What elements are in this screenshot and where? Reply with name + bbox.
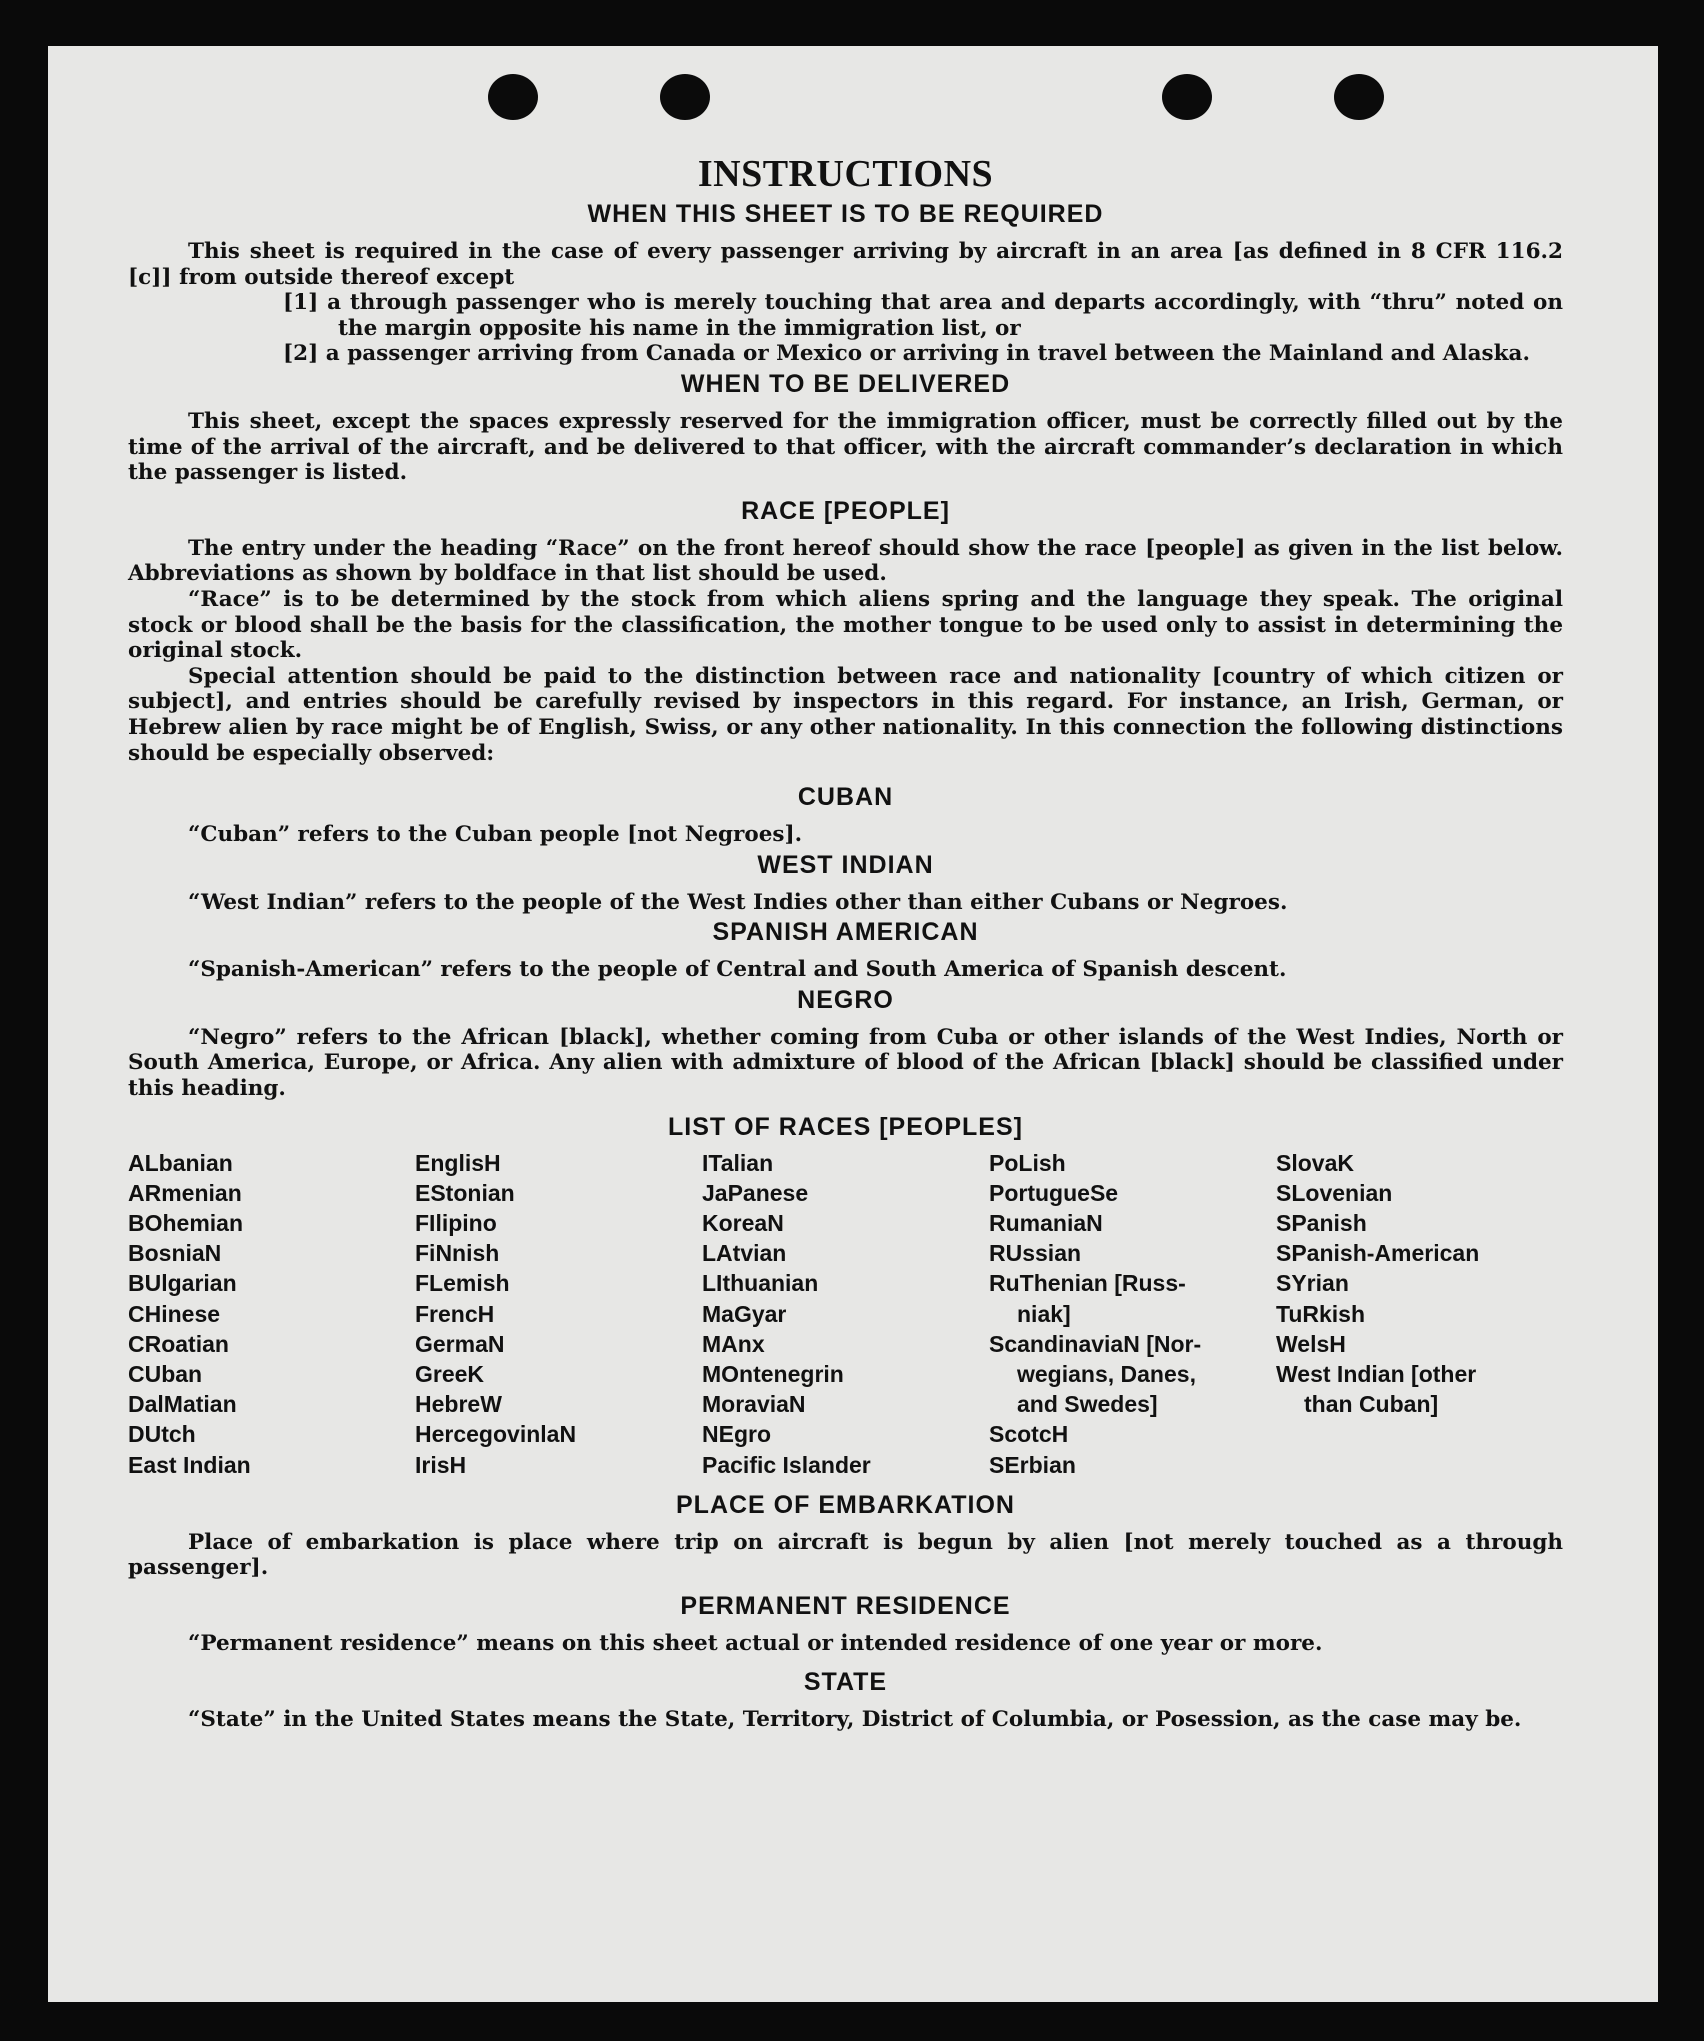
race-entry: SPanish bbox=[1276, 1210, 1367, 1237]
page-title: INSTRUCTIONS bbox=[697, 153, 994, 195]
section-heading-west-indian: WEST INDIAN bbox=[757, 850, 934, 879]
spanish-american-text: “Spanish-American” refers to the people of Central and South America of Spanish descent. bbox=[188, 957, 1287, 983]
race-entry: PortugueSe bbox=[989, 1179, 1119, 1206]
section-heading-negro: NEGRO bbox=[797, 985, 894, 1014]
race-entry: PoLish bbox=[989, 1149, 1066, 1176]
races-column-3 bbox=[702, 1148, 989, 1480]
section-heading-spanish-american: SPANISH AMERICAN bbox=[712, 918, 979, 947]
race-entry: BosniaN bbox=[128, 1240, 222, 1267]
races-column-5 bbox=[1276, 1148, 1563, 1480]
section-heading-cuban: CUBAN bbox=[797, 783, 894, 812]
race-entry: TuRkish bbox=[1276, 1300, 1366, 1327]
punch-hole bbox=[1162, 74, 1212, 120]
residence-text: “Permanent residence” means on this sheet actual or intended residence of one year or more. bbox=[188, 1631, 1323, 1657]
race-entry: FLemish bbox=[415, 1270, 510, 1297]
race-paragraph-2: “Race” is to be determined by the stock from which aliens spring and the language they speak. The original stock or blood shall be the basis for the classification, the mother tongue to be used only to assist in determining the original stock. bbox=[128, 586, 1563, 664]
race-entry: WelsH bbox=[1276, 1330, 1346, 1357]
race-entry: BOhemian bbox=[128, 1210, 244, 1237]
required-exception-2: [2] a passenger arriving from Canada or Mexico or arriving in travel between the Mainland and Alaska. bbox=[283, 341, 1530, 367]
embarkation-text: Place of embarkation is place where trip on aircraft is begun by alien [not merely touched as a through passenger]. bbox=[128, 1529, 1563, 1581]
required-exception-1: [1] a through passenger who is merely touching that area and departs accordingly, with “thru” noted on the margin opposite his name in the immigration list, or bbox=[283, 290, 1563, 341]
race-entry: LIthuanian bbox=[702, 1270, 819, 1297]
race-entry: SErbian bbox=[989, 1451, 1076, 1478]
race-entry: ScandinaviaN [Nor- wegians, Danes, and Swedes] bbox=[989, 1330, 1202, 1418]
race-entry: KoreaN bbox=[702, 1210, 784, 1237]
required-intro: This sheet is required in the case of every passenger arriving by aircraft in an area [as defined in 8 CFR 116.2 [c]] from outside thereof except bbox=[128, 239, 1563, 290]
race-entry: RumaniaN bbox=[989, 1210, 1103, 1237]
race-entry: MAnx bbox=[702, 1330, 765, 1357]
race-entry: SPanish-American bbox=[1276, 1240, 1480, 1267]
race-entry: CRoatian bbox=[128, 1330, 229, 1357]
negro-text: “Negro” refers to the African [black], whether coming from Cuba or other islands of the West Indies, North or South America, Europe, or Africa. Any alien with admixture of blood of the African [black] should be classified under this heading. bbox=[128, 1024, 1563, 1102]
race-entry: SYrian bbox=[1276, 1270, 1349, 1297]
section-heading-residence: PERMANENT RESIDENCE bbox=[680, 1592, 1011, 1621]
instructions-content bbox=[128, 151, 1563, 1732]
section-heading-list-of-races: LIST OF RACES [PEOPLES] bbox=[668, 1112, 1023, 1141]
race-entry: MaGyar bbox=[702, 1300, 787, 1327]
race-entry: GermaN bbox=[415, 1330, 505, 1357]
races-column-1 bbox=[128, 1148, 415, 1480]
race-entry: West Indian [other than Cuban] bbox=[1276, 1361, 1477, 1418]
race-entry: LAtvian bbox=[702, 1240, 787, 1267]
cuban-text: “Cuban” refers to the Cuban people [not Negroes]. bbox=[188, 822, 803, 848]
punch-hole bbox=[1334, 74, 1384, 120]
races-column-4 bbox=[989, 1148, 1276, 1480]
race-paragraph-1: The entry under the heading “Race” on the front hereof should show the race [people] as given in the list below. Abbreviations as shown by boldface in that list should be used. bbox=[128, 535, 1563, 587]
race-entry: DUtch bbox=[128, 1421, 196, 1448]
section-heading-embarkation: PLACE OF EMBARKATION bbox=[676, 1490, 1015, 1519]
section-heading-race: RACE [PEOPLE] bbox=[741, 496, 950, 525]
race-entry: SLovenian bbox=[1276, 1179, 1393, 1206]
race-entry: RuThenian [Russ- niak] bbox=[989, 1270, 1186, 1327]
race-entry: NEgro bbox=[702, 1421, 771, 1448]
race-entry: JaPanese bbox=[702, 1179, 809, 1206]
race-entry: IrisH bbox=[415, 1451, 467, 1478]
section-heading-required: WHEN THIS SHEET IS TO BE REQUIRED bbox=[587, 200, 1104, 228]
race-entry: HercegovinlaN bbox=[415, 1421, 577, 1448]
race-entry: East Indian bbox=[128, 1451, 251, 1478]
section-heading-delivered: WHEN TO BE DELIVERED bbox=[680, 369, 1011, 398]
race-entry: FrencH bbox=[415, 1300, 495, 1327]
race-entry: ITalian bbox=[702, 1149, 774, 1176]
race-entry: MoraviaN bbox=[702, 1391, 806, 1418]
race-entry: RUssian bbox=[989, 1240, 1082, 1267]
race-entry: Pacific Islander bbox=[702, 1451, 871, 1478]
race-entry: BUlgarian bbox=[128, 1270, 237, 1297]
race-entry: MOntenegrin bbox=[702, 1361, 844, 1388]
section-heading-state: STATE bbox=[803, 1667, 888, 1696]
race-entry: DalMatian bbox=[128, 1391, 237, 1418]
west-indian-text: “West Indian” refers to the people of the West Indies other than either Cubans or Negroes. bbox=[188, 889, 1288, 915]
race-entry: EStonian bbox=[415, 1179, 515, 1206]
races-column-2 bbox=[415, 1148, 702, 1480]
race-entry: ALbanian bbox=[128, 1149, 233, 1176]
race-entry: GreeK bbox=[415, 1361, 485, 1388]
race-entry: FIlipino bbox=[415, 1210, 497, 1237]
delivered-text: This sheet, except the spaces expressly reserved for the immigration officer, must be correctly filled out by the time of the arrival of the aircraft, and be delivered to that officer, with the aircraft commander’s declaration in which the passenger is listed. bbox=[128, 408, 1563, 486]
race-entry: SlovaK bbox=[1276, 1149, 1354, 1176]
race-entry: FiNnish bbox=[415, 1240, 500, 1267]
race-paragraph-3: Special attention should be paid to the distinction between race and nationality [country of which citizen or subject], and entries should be carefully revised by inspectors in this regard. For instance, an Irish, German, or Hebrew alien by race might be of English, Swiss, or any other nationality. In this connection the following distinctions should be especially observed: bbox=[128, 663, 1563, 766]
race-entry: EnglisH bbox=[415, 1149, 501, 1176]
race-entry: ARmenian bbox=[128, 1179, 242, 1206]
punch-hole bbox=[488, 74, 538, 120]
state-text: “State” in the United States means the State, Territory, District of Columbia, or Posession, as the case may be. bbox=[188, 1706, 1522, 1732]
race-entry: CUban bbox=[128, 1361, 203, 1388]
punch-hole bbox=[660, 74, 710, 120]
race-entry: ScotcH bbox=[989, 1421, 1069, 1448]
document-sheet bbox=[48, 46, 1658, 2002]
race-entry: CHinese bbox=[128, 1300, 221, 1327]
races-list bbox=[128, 1148, 1563, 1480]
race-entry: HebreW bbox=[415, 1391, 502, 1418]
